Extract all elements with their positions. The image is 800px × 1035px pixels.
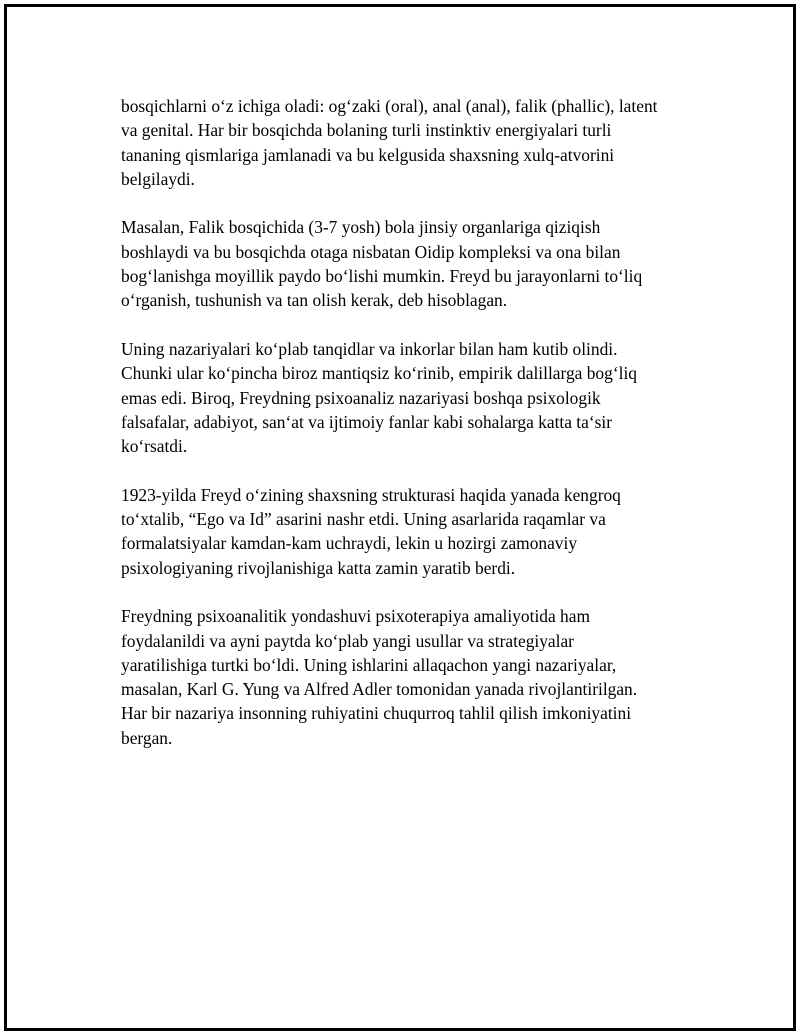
text-line: 1923-yilda Freyd o‘zining shaxsning strukturasi haqida yanada kengroq — [121, 484, 621, 505]
paragraph-5 — [121, 604, 701, 750]
text-line: o‘rganish, tushunish va tan olish kerak, deb hisoblagan. — [121, 290, 508, 311]
text-line: bog‘lanishga moyillik paydo bo‘lishi mumkin. Freyd bu jarayonlarni to‘liq — [121, 266, 643, 287]
text-line: masalan, Karl G. Yung va Alfred Adler tomonidan yanada rivojlantirilgan. — [121, 679, 638, 700]
paragraph-1 — [121, 94, 701, 191]
text-line: Har bir nazariya insonning ruhiyatini chuqurroq tahlil qilish imkoniyatini — [121, 703, 632, 724]
text-line: va genital. Har bir bosqichda bolaning turli instinktiv energiyalari turli — [121, 120, 612, 141]
text-line: emas edi. Biroq, Freydning psixoanaliz nazariyasi boshqa psixologik — [121, 387, 601, 408]
paragraph-2 — [121, 215, 701, 312]
text-line: psixologiyaning rivojlanishiga katta zamin yaratib berdi. — [121, 557, 516, 578]
text-line: bosqichlarni o‘z ichiga oladi: og‘zaki (oral), anal (anal), falik (phallic), latent — [121, 96, 658, 116]
document-body — [121, 94, 701, 774]
text-line: Masalan, Falik bosqichida (3-7 yosh) bola jinsiy organlariga qiziqish — [121, 217, 601, 238]
text-line: formalatsiyalar kamdan-kam uchraydi, lekin u hozirgi zamonaviy — [121, 533, 578, 554]
text-line: belgilaydi. — [121, 168, 195, 189]
paragraph-3 — [121, 337, 701, 458]
text-line: foydalanildi va ayni paytda ko‘plab yangi usullar va strategiyalar — [121, 630, 574, 651]
text-line: ko‘rsatdi. — [121, 436, 188, 457]
text-line: bergan. — [121, 727, 173, 748]
paragraph-4 — [121, 483, 701, 580]
text-line: Uning nazariyalari ko‘plab tanqidlar va inkorlar bilan ham kutib olindi. — [121, 338, 618, 359]
text-line: falsafalar, adabiyot, san‘at va ijtimoiy fanlar kabi sohalarga katta ta‘sir — [121, 411, 613, 432]
text-line: tananing qismlariga jamlanadi va bu kelgusida shaxsning xulq-atvorini — [121, 144, 615, 165]
text-line: to‘xtalib, “Ego va Id” asarini nashr etdi. Uning asarlarida raqamlar va — [121, 509, 606, 530]
text-line: boshlaydi va bu bosqichda otaga nisbatan Oidip kompleksi va ona bilan — [121, 241, 621, 262]
document-page — [4, 4, 796, 1031]
text-line: Freydning psixoanalitik yondashuvi psixoterapiya amaliyotida ham — [121, 606, 590, 627]
text-line: Chunki ular ko‘pincha biroz mantiqsiz ko‘rinib, empirik dalillarga bog‘liq — [121, 363, 637, 384]
text-line: yaratilishiga turtki bo‘ldi. Uning ishlarini allaqachon yangi nazariyalar, — [121, 654, 617, 675]
